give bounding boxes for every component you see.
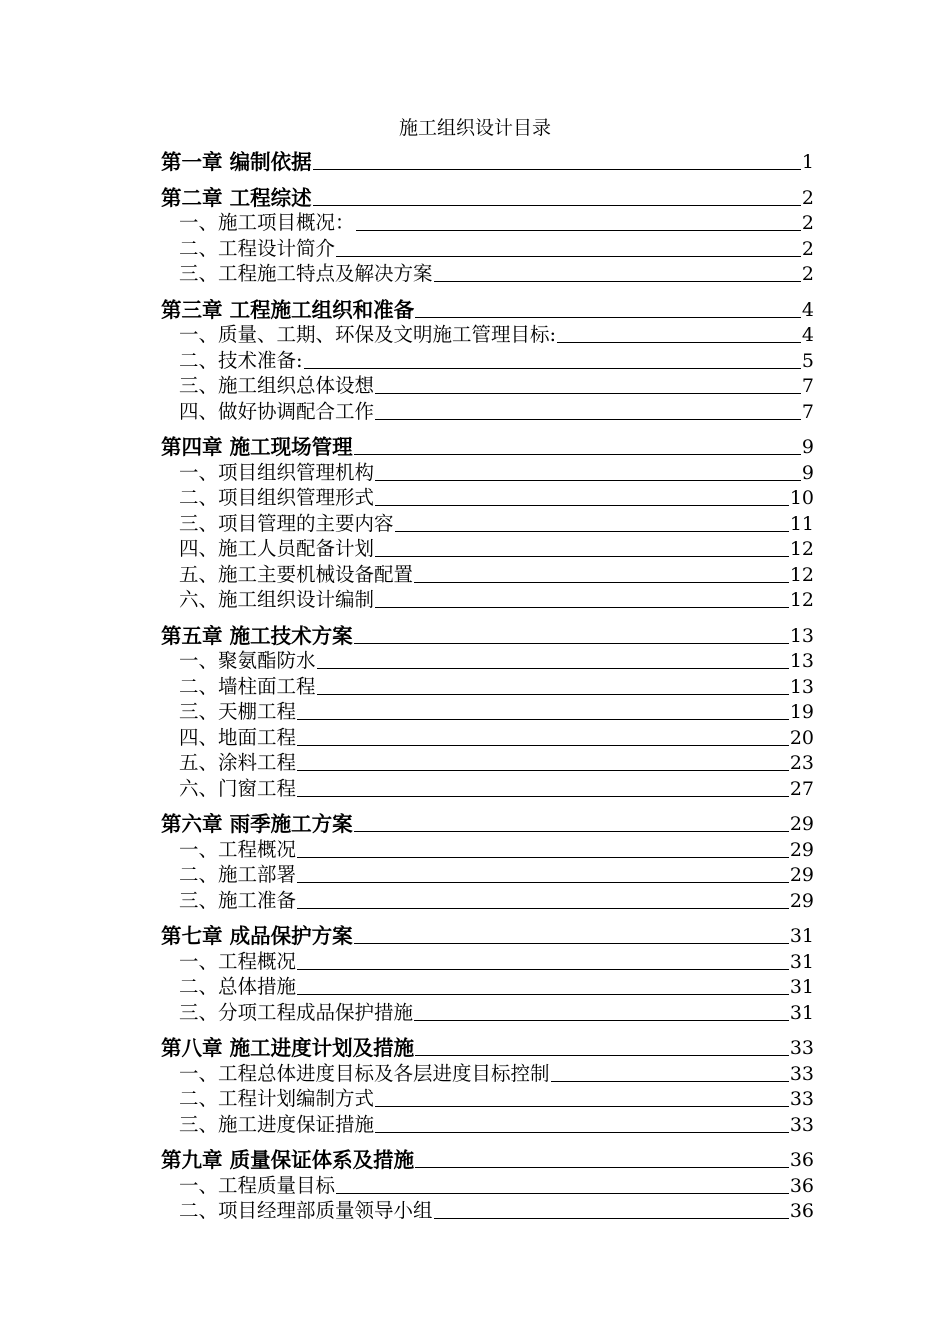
toc-entry-title: 三、施工进度保证措施 — [179, 1112, 375, 1136]
toc-page-number: 33 — [789, 1062, 814, 1085]
toc-entry-title: 一、项目组织管理机构 — [179, 460, 375, 484]
toc-section-entry[interactable] — [161, 887, 814, 913]
toc-entry-title: 四、地面工程 — [179, 725, 297, 749]
toc-page-number: 29 — [789, 838, 814, 861]
toc-section-entry[interactable] — [161, 999, 814, 1025]
toc-entry-title: 三、施工准备 — [179, 888, 297, 912]
toc-leader-line — [354, 454, 801, 455]
toc-leader-line — [434, 1218, 789, 1219]
toc-entry-title: 二、工程设计简介 — [179, 236, 336, 260]
toc-page-number: 13 — [789, 624, 814, 647]
toc-page-number: 36 — [789, 1200, 814, 1222]
toc-page-number: 2 — [801, 263, 814, 285]
toc-leader-line — [551, 1081, 789, 1082]
toc-entry-title: 二、施工部署 — [179, 863, 297, 886]
toc-page-number: 29 — [789, 813, 814, 835]
toc-chapter-entry[interactable] — [161, 296, 814, 322]
toc-page-number: 11 — [789, 512, 814, 535]
toc-leader-line — [336, 256, 801, 257]
toc-entry-title: 第七章 成品保护方案 — [161, 924, 353, 948]
toc-leader-line — [297, 719, 789, 720]
toc-page-number: 1 — [801, 151, 814, 173]
toc-leader-line — [356, 230, 801, 231]
toc-entry-title: 三、项目管理的主要内容 — [179, 511, 394, 535]
toc-section-entry[interactable] — [161, 974, 814, 1000]
toc-entry-title: 第三章 工程施工组织和准备 — [161, 297, 415, 322]
toc-leader-line — [313, 205, 801, 206]
toc-leader-line — [375, 1106, 789, 1107]
toc-page-number: 19 — [789, 701, 814, 723]
toc-leader-line — [375, 1132, 789, 1133]
toc-leader-line — [395, 531, 789, 532]
toc-leader-line — [317, 694, 789, 695]
toc-leader-line — [313, 169, 801, 170]
toc-chapter-entry[interactable] — [161, 922, 814, 948]
toc-page-number: 31 — [789, 925, 814, 947]
toc-page-number: 9 — [801, 461, 814, 484]
toc-entry-title: 二、项目组织管理形式 — [179, 486, 375, 509]
toc-section-entry[interactable] — [161, 673, 814, 699]
toc-page-number: 36 — [789, 1149, 814, 1171]
toc-leader-line — [297, 796, 789, 797]
toc-page-number: 12 — [789, 538, 814, 560]
toc-entry-title: 三、分项工程成品保护措施 — [179, 1000, 414, 1024]
toc-page-number: 33 — [789, 1088, 814, 1110]
toc-entry-title: 三、天棚工程 — [179, 700, 297, 723]
toc-entry-title: 第九章 质量保证体系及措施 — [161, 1148, 415, 1172]
toc-chapter-entry[interactable] — [161, 433, 814, 459]
toc-leader-line — [297, 994, 789, 995]
toc-leader-line — [336, 1193, 789, 1194]
document-title: 施工组织设计目录 — [398, 117, 551, 139]
toc-leader-line — [414, 582, 789, 583]
toc-leader-line — [375, 419, 801, 420]
toc-leader-line — [297, 882, 789, 883]
toc-leader-line — [415, 1167, 789, 1168]
toc-section-entry[interactable] — [161, 485, 814, 511]
toc-leader-line — [375, 505, 789, 506]
toc-leader-line — [354, 643, 789, 644]
toc-chapter-entry[interactable] — [161, 1146, 814, 1172]
toc-section-entry[interactable] — [161, 261, 814, 287]
toc-entry-title: 第六章 雨季施工方案 — [161, 812, 353, 836]
toc-page-number: 4 — [801, 324, 814, 346]
toc-section-entry[interactable] — [161, 1060, 814, 1086]
toc-section-entry[interactable] — [161, 536, 814, 562]
toc-chapter-entry[interactable] — [161, 148, 814, 174]
toc-entry-title: 一、聚氨酯防水 — [179, 649, 316, 672]
toc-leader-line — [354, 831, 789, 832]
toc-page-number: 31 — [789, 950, 814, 973]
toc-section-entry[interactable] — [161, 1198, 814, 1224]
toc-section-entry[interactable] — [161, 322, 814, 348]
toc-leader-line — [375, 607, 789, 608]
toc-page-number: 2 — [801, 186, 814, 209]
toc-leader-line — [297, 745, 789, 746]
toc-section-entry[interactable] — [161, 724, 814, 750]
toc-section-entry[interactable] — [161, 398, 814, 424]
toc-page-number: 2 — [801, 237, 814, 260]
toc-section-entry[interactable] — [161, 1086, 814, 1112]
toc-page-number: 31 — [789, 1001, 814, 1024]
toc-entry-title: 四、做好协调配合工作 — [179, 399, 375, 423]
toc-page-number: 10 — [789, 487, 814, 509]
toc-leader-line — [434, 281, 801, 282]
toc-section-entry[interactable] — [161, 587, 814, 613]
toc-section-entry[interactable] — [161, 836, 814, 862]
toc-chapter-entry[interactable] — [161, 1034, 814, 1060]
toc-page-number: 29 — [789, 889, 814, 912]
toc-chapter-entry[interactable] — [161, 184, 814, 210]
toc-entry-title: 二、总体措施 — [179, 975, 297, 998]
table-of-contents — [161, 148, 814, 1223]
toc-page-number: 31 — [789, 976, 814, 998]
toc-entry-title: 一、质量、工期、环保及文明施工管理目标: — [179, 323, 557, 346]
toc-entry-title: 六、施工组织设计编制 — [179, 588, 375, 611]
toc-entry-title: 一、施工项目概况： — [179, 211, 355, 234]
toc-page-number: 29 — [789, 864, 814, 886]
toc-leader-line — [297, 908, 789, 909]
toc-section-entry[interactable] — [161, 948, 814, 974]
toc-entry-title: 二、技术准备: — [179, 348, 303, 372]
toc-entry-title: 六、门窗工程 — [179, 776, 297, 800]
toc-page-number: 12 — [789, 563, 814, 586]
toc-leader-line — [557, 342, 801, 343]
toc-page-number: 20 — [789, 726, 814, 749]
toc-entry-title: 一、工程质量目标 — [179, 1173, 336, 1197]
toc-entry-title: 第四章 施工现场管理 — [161, 435, 353, 459]
toc-page-number: 7 — [801, 400, 814, 423]
toc-section-entry[interactable] — [161, 750, 814, 776]
toc-section-entry[interactable] — [161, 373, 814, 399]
toc-chapter-entry[interactable] — [161, 810, 814, 836]
toc-entry-title: 第一章 编制依据 — [161, 150, 312, 174]
toc-section-entry[interactable] — [161, 510, 814, 536]
toc-entry-title: 三、施工组织总体设想 — [179, 374, 375, 397]
toc-leader-line — [415, 1055, 789, 1056]
toc-page-number: 7 — [801, 375, 814, 397]
toc-section-entry[interactable] — [161, 561, 814, 587]
toc-page-number: 12 — [789, 589, 814, 611]
toc-section-entry[interactable] — [161, 210, 814, 236]
toc-entry-title: 三、工程施工特点及解决方案 — [179, 262, 433, 285]
toc-section-entry[interactable] — [161, 699, 814, 725]
toc-entry-title: 五、涂料工程 — [179, 751, 297, 774]
toc-chapter-entry[interactable] — [161, 622, 814, 648]
toc-entry-title: 一、工程概况 — [179, 949, 297, 973]
toc-leader-line — [297, 857, 789, 858]
toc-leader-line — [297, 969, 789, 970]
toc-page-number: 9 — [801, 436, 814, 458]
toc-section-entry[interactable] — [161, 1172, 814, 1198]
toc-leader-line — [375, 393, 801, 394]
toc-leader-line — [297, 770, 789, 771]
toc-entry-title: 五、施工主要机械设备配置 — [179, 562, 414, 586]
toc-leader-line — [375, 556, 789, 557]
toc-entry-title: 二、工程计划编制方式 — [179, 1087, 375, 1110]
toc-page-number: 27 — [789, 777, 814, 800]
toc-entry-title: 第五章 施工技术方案 — [161, 623, 353, 648]
toc-leader-line — [375, 480, 801, 481]
toc-entry-title: 第二章 工程综述 — [161, 185, 312, 210]
toc-section-entry[interactable] — [161, 862, 814, 888]
toc-page-number: 23 — [789, 752, 814, 774]
toc-leader-line — [317, 668, 789, 669]
toc-page-number: 33 — [789, 1037, 814, 1059]
toc-section-entry[interactable] — [161, 775, 814, 801]
toc-page-number: 33 — [789, 1113, 814, 1136]
toc-page-number: 36 — [789, 1174, 814, 1197]
toc-leader-line — [415, 317, 801, 318]
toc-entry-title: 一、工程概况 — [179, 837, 297, 861]
toc-leader-line — [414, 1020, 789, 1021]
toc-page-number: 4 — [801, 298, 814, 321]
toc-section-entry[interactable] — [161, 648, 814, 674]
toc-entry-title: 一、工程总体进度目标及各层进度目标控制 — [179, 1061, 550, 1085]
toc-page-number: 13 — [789, 650, 814, 672]
toc-section-entry[interactable] — [161, 1111, 814, 1137]
toc-section-entry[interactable] — [161, 459, 814, 485]
toc-leader-line — [304, 368, 801, 369]
toc-page-number: 13 — [789, 675, 814, 698]
toc-leader-line — [354, 943, 789, 944]
toc-entry-title: 第八章 施工进度计划及措施 — [161, 1036, 415, 1060]
toc-entry-title: 四、施工人员配备计划 — [179, 537, 375, 560]
toc-entry-title: 二、墙柱面工程 — [179, 674, 316, 698]
toc-section-entry[interactable] — [161, 235, 814, 261]
toc-entry-title: 二、项目经理部质量领导小组 — [179, 1199, 433, 1222]
toc-page-number: 5 — [801, 349, 814, 372]
toc-section-entry[interactable] — [161, 347, 814, 373]
toc-page-number: 2 — [801, 212, 814, 234]
